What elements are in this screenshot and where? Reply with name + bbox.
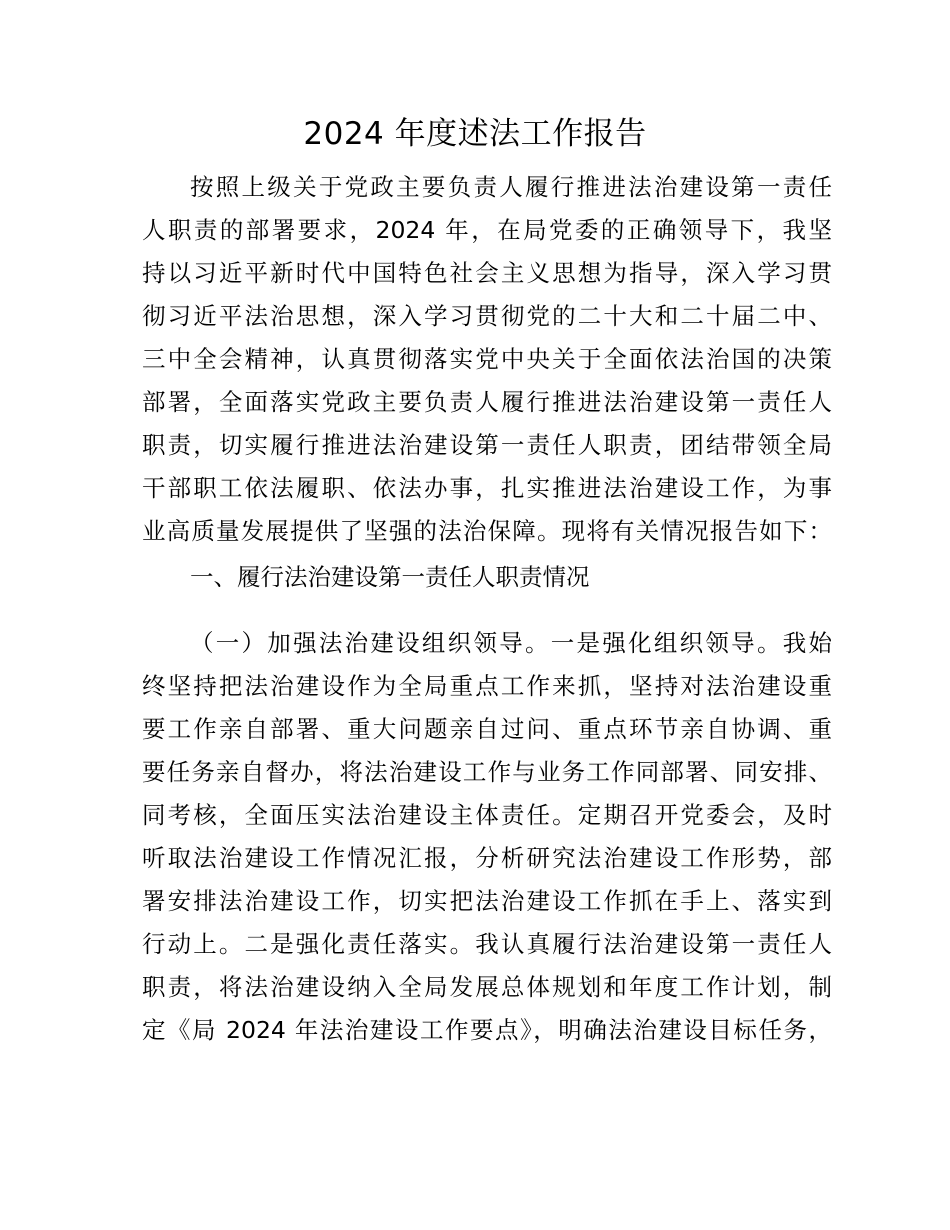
document-title: 2024 年度述法工作报告 (303, 116, 647, 152)
paragraph-line: 职责，将法治建设纳入全局发展总体规划和年度工作计划，制 (142, 973, 832, 1001)
paragraph-line: 人职责的部署要求，2024 年，在局党委的正确领导下，我坚 (142, 216, 832, 244)
paragraph-line: 同考核，全面压实法治建设主体责任。定期召开党委会，及时 (142, 801, 832, 829)
paragraph-line: 行动上。二是强化责任落实。我认真履行法治建设第一责任人 (142, 930, 832, 958)
paragraph-line: 部署，全面落实党政主要负责人履行推进法治建设第一责任人 (142, 388, 832, 416)
paragraph-line: 三中全会精神，认真贯彻落实党中央关于全面依法治国的决策 (142, 345, 832, 373)
paragraph-line: 业高质量发展提供了坚强的法治保障。现将有关情况报告如下： (142, 517, 832, 545)
paragraph-line: 彻习近平法治思想，深入学习贯彻党的二十大和二十届二中、 (142, 302, 832, 330)
subsection-heading-line: （一）加强法治建设组织领导。一是强化组织领导。我始 (190, 629, 832, 657)
paragraph-line: 持以习近平新时代中国特色社会主义思想为指导，深入学习贯 (142, 259, 832, 287)
paragraph-line: 终坚持把法治建设作为全局重点工作来抓，坚持对法治建设重 (142, 672, 832, 700)
paragraph-line: 干部职工依法履职、依法办事，扎实推进法治建设工作，为事 (142, 474, 832, 502)
paragraph-line: 要工作亲自部署、重大问题亲自过问、重点环节亲自协调、重 (142, 715, 832, 743)
paragraph-line: 定《局 2024 年法治建设工作要点》，明确法治建设目标任务， (142, 1016, 832, 1044)
section-heading: 一、履行法治建设第一责任人职责情况 (190, 563, 590, 591)
paragraph-line: 署安排法治建设工作，切实把法治建设工作抓在手上、落实到 (142, 887, 832, 915)
paragraph-line: 听取法治建设工作情况汇报，分析研究法治建设工作形势，部 (142, 844, 832, 872)
paragraph-line: 按照上级关于党政主要负责人履行推进法治建设第一责任 (190, 173, 832, 201)
paragraph-line: 职责，切实履行推进法治建设第一责任人职责，团结带领全局 (142, 431, 832, 459)
paragraph-line: 要任务亲自督办，将法治建设工作与业务工作同部署、同安排、 (142, 758, 832, 786)
